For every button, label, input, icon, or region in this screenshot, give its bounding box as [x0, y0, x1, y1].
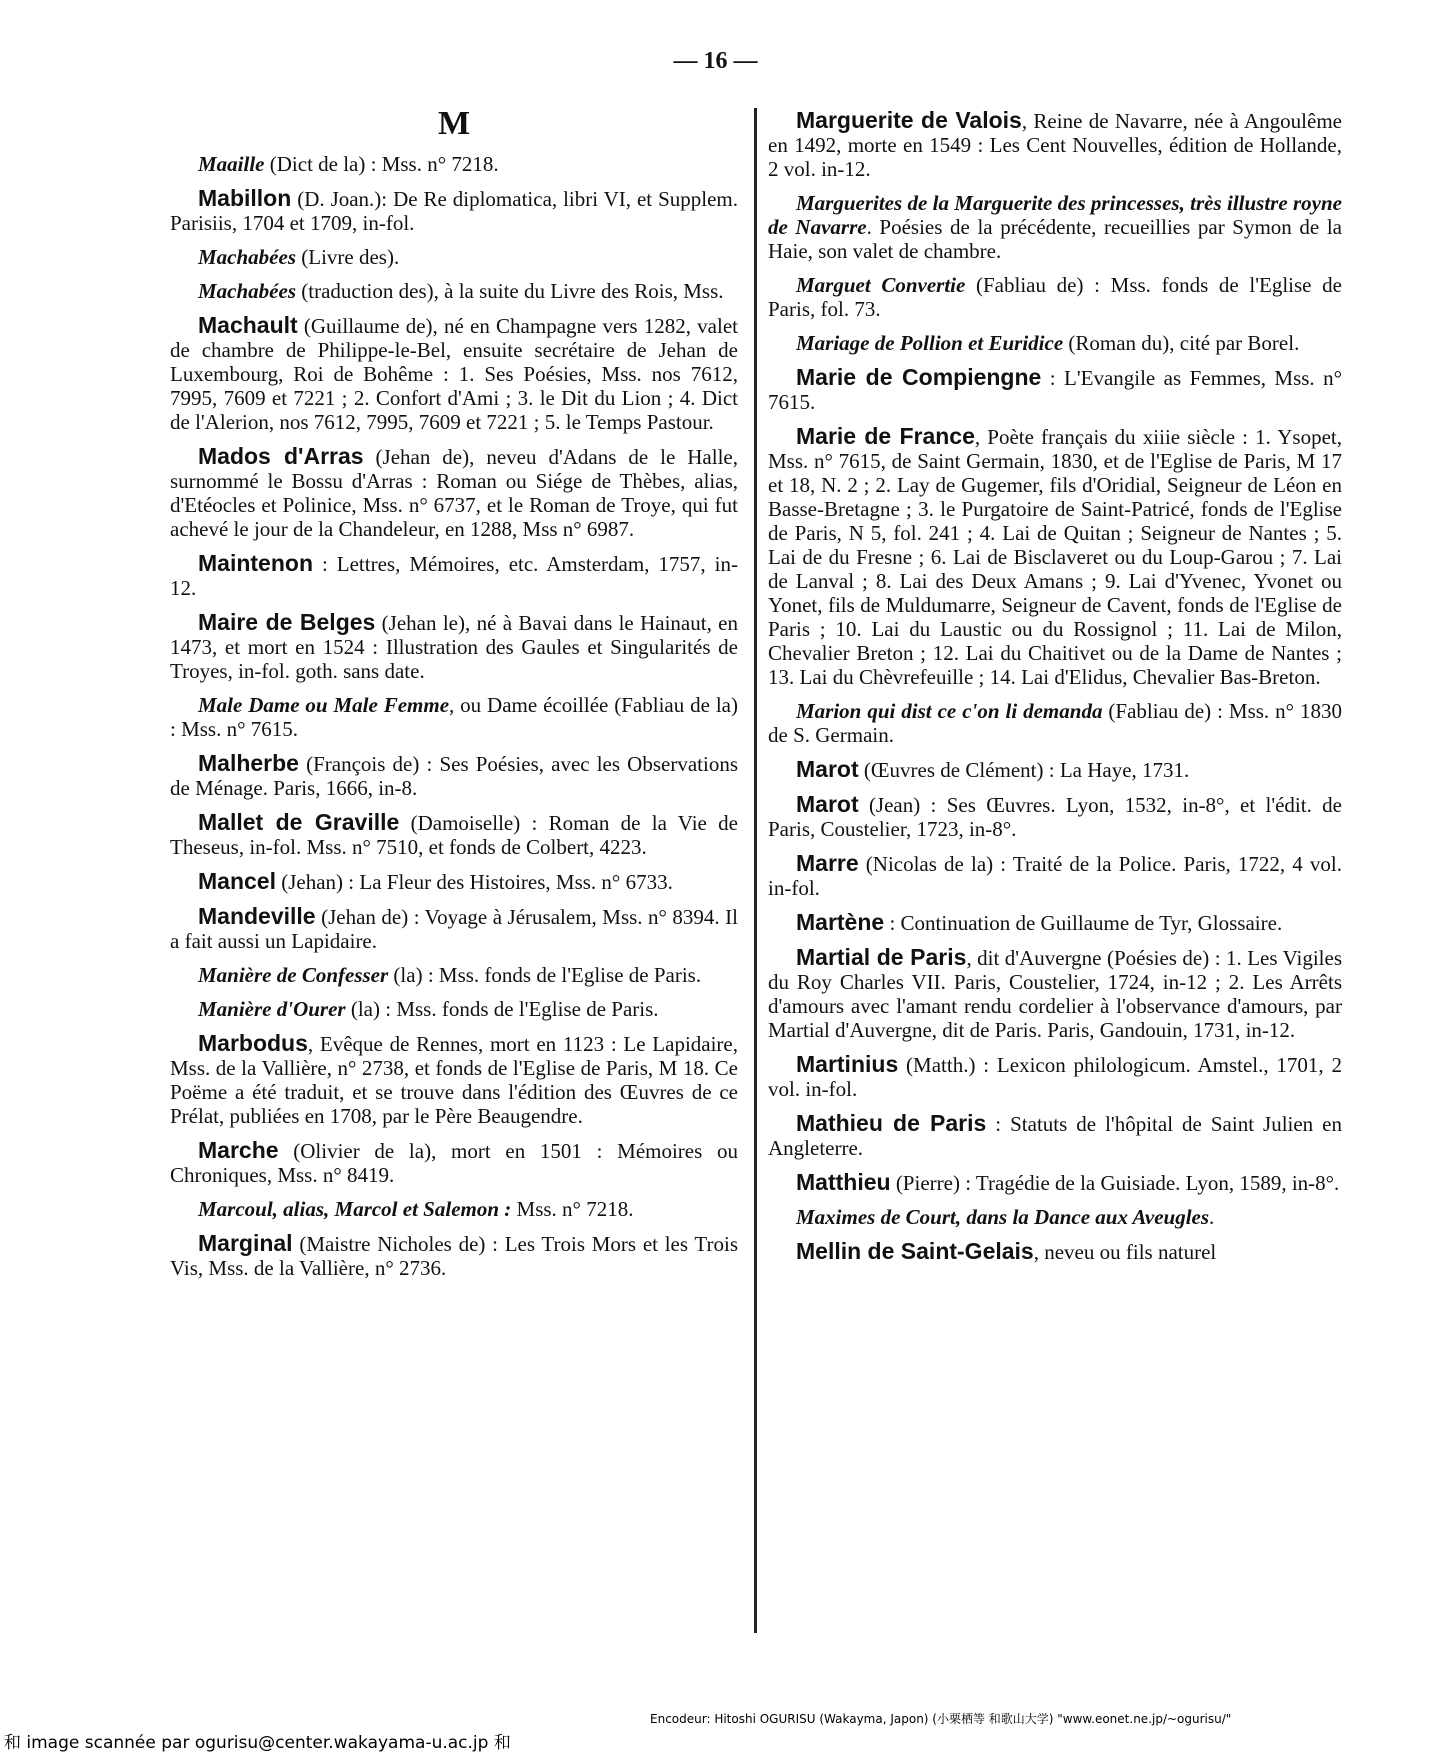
entry-text: , ou Dame écoillée (Fabliau de la) : Mss. n° 7615.	[170, 693, 738, 741]
entry-headword: Mabillon	[198, 185, 292, 211]
entry-text: (la) : Mss. fonds de l'Eglise de Paris.	[388, 963, 702, 987]
dictionary-entry	[170, 444, 738, 541]
entry-text: (Roman du), cité par Borel.	[1063, 331, 1300, 355]
entry-text: (Dict de la) : Mss. n° 7218.	[264, 152, 499, 176]
dictionary-entry	[170, 693, 738, 741]
entry-headword: Mellin de Saint-Gelais	[796, 1238, 1034, 1264]
dictionary-entry	[768, 792, 1342, 841]
section-letter: M	[437, 105, 471, 142]
entry-text: (François de) : Ses Poésies, avec les Observations de Ménage. Paris, 1666, in-8.	[170, 752, 738, 800]
entry-text: (Nicolas de la) : Traité de la Police. Paris, 1722, 4 vol. in-fol.	[768, 852, 1342, 900]
entry-text: (Œuvres de Clément) : La Haye, 1731.	[858, 758, 1190, 782]
entry-italic-title: Male Dame ou Male Femme	[198, 693, 450, 717]
column-divider	[754, 108, 757, 1633]
entry-text: (Jehan le), né à Bavai dans le Hainaut, en 1473, et mort en 1524 : Illustration des Gaules et Singularités de Troyes, in-fol. goth. sans date.	[170, 611, 738, 683]
dictionary-entry	[768, 273, 1342, 321]
entry-headword: Martène	[796, 909, 885, 935]
entry-headword: Marot	[796, 791, 859, 817]
entry-text: , Poète français du xiiie siècle : 1. Ysopet, Mss. n° 7615, de Saint Germain, 1830, et de l'Eglise de Paris, M 17 et 18, N. 2 ; 2. Lay de Gugemer, fils d'Oridial, Seigneur de Léon en Basse-Bretagne ; 3. le Purgatoire de Saint-Patricé, fonds de l'Eglise de Paris, N 5, fol. 241 ; 4. Lai de Quitan ; Seigneur de Nantes ; 5. Lai de du Fresne ; 6. Lai de Bisclaveret ou du Loup-Garou ; 7. Lai de Lanval ; 8. Lai des Deux Amans ; 9. Lai d'Yvenec, Yvonet ou Yonet, fils de Muldumarre, Seigneur de Cavent, fonds de l'Eglise de Paris ; 10. Lai du Laustic ou du Rossignol ; 11. Lai de Milon, Chevalier Breton ; 12. Lai du Chaitivet ou de la Dame de Nantes ; 13. Lai du Chèvrefeuille ; 14. Lai d'Elidus, Chevalier Bas-Breton.	[768, 425, 1342, 689]
dictionary-entry	[170, 245, 738, 269]
entry-text: (Olivier de la), mort en 1501 : Mémoires ou Chroniques, Mss. n° 8419.	[170, 1139, 738, 1187]
entry-text: (Jehan de), neveu d'Adans de le Halle, surnommé le Bossu d'Arras : Roman ou Siége de Thèbes, alias, d'Etéocles et Polinice, Mss. n° 6737, et le Roman de Troye, qui fut achevé le jour de la Chandeleur, en 1288, Mss n° 6987.	[170, 445, 738, 541]
entry-headword: Martinius	[796, 1051, 899, 1077]
dictionary-entry	[768, 1052, 1342, 1101]
entry-italic-title: Marguerites de la Marguerite des princesses, très illustre royne de Navarre	[768, 191, 1342, 239]
entry-text: , Evêque de Rennes, mort en 1123 : Le Lapidaire, Mss. de la Vallière, n° 2738, et fonds de l'Eglise de Paris, M 18. Ce Poëme a été traduit, et se trouve dans l'édition des Œuvres de ce Prélat, publiées en 1708, par le Père Beaugendre.	[170, 1032, 738, 1128]
entry-headword: Maintenon	[198, 550, 313, 576]
entry-text: (traduction des), à la suite du Livre des Rois, Mss.	[296, 279, 724, 303]
entry-text: (Matth.) : Lexicon philologicum. Amstel., 1701, 2 vol. in-fol.	[768, 1053, 1342, 1101]
entry-italic-title: Marion qui dist ce c'on li demanda	[796, 699, 1103, 723]
dictionary-entry	[170, 186, 738, 235]
entry-headword: Marot	[796, 756, 859, 782]
entry-text: (Livre des).	[296, 245, 400, 269]
dictionary-entry	[768, 331, 1342, 355]
entry-italic-title: Machabées	[198, 245, 296, 269]
entry-text: (Pierre) : Tragédie de la Guisiade. Lyon, 1589, in-8°.	[890, 1171, 1340, 1195]
entry-text: (la) : Mss. fonds de l'Eglise de Paris.	[345, 997, 659, 1021]
entry-text: .	[1209, 1205, 1215, 1229]
entry-headword: Marche	[198, 1137, 279, 1163]
dictionary-entry	[170, 610, 738, 683]
dictionary-entry	[170, 963, 738, 987]
encoder-credit: Encodeur: Hitoshi OGURISU (Wakayma, Japon) (小栗栖等 和歌山大学) "www.eonet.ne.jp/~ogurisu/"	[650, 1712, 1232, 1726]
entry-headword: Mathieu de Paris	[796, 1110, 987, 1136]
entry-headword: Marre	[796, 850, 859, 876]
entry-italic-title: Mariage de Pollion et Euridice	[796, 331, 1064, 355]
entry-text: (Jehan de) : Voyage à Jérusalem, Mss. n° 8394. Il a fait aussi un Lapidaire.	[170, 905, 738, 953]
dictionary-entry	[170, 1197, 738, 1221]
entry-text: : Lettres, Mémoires, etc. Amsterdam, 1757, in-12.	[170, 552, 738, 600]
right-entry-list	[768, 108, 1342, 1264]
entry-italic-title: Maximes de Court, dans la Dance aux Aveugles	[796, 1205, 1210, 1229]
dictionary-entry	[768, 1239, 1342, 1264]
dictionary-entry	[170, 551, 738, 600]
dictionary-entry	[768, 699, 1342, 747]
dictionary-entry	[768, 1205, 1342, 1229]
entry-headword: Maire de Belges	[198, 609, 376, 635]
dictionary-entry	[768, 424, 1342, 689]
left-entry-list	[170, 152, 738, 1280]
entry-text: (Guillaume de), né en Champagne vers 1282, valet de chambre de Philippe-le-Bel, ensuite secrétaire de Jehan de Luxembourg, Roi de Bohême : 1. Ses Poésies, Mss. nos 7612, 7995, 7609 et 7221 ; 2. Confort d'Ami ; 3. le Dit du Lion ; 4. Dict de l'Alerion, nos 7612, 7995, 7609 et 7221 ; 5. le Temps Pastour.	[170, 314, 738, 434]
entry-headword: Matthieu	[796, 1169, 891, 1195]
entry-headword: Marie de Compiengne	[796, 364, 1042, 390]
entry-headword: Marginal	[198, 1230, 293, 1256]
entry-text: , neveu ou fils naturel	[1033, 1240, 1217, 1264]
entry-text: (Maistre Nicholes de) : Les Trois Mors et les Trois Vis, Mss. de la Vallière, n° 2736.	[170, 1232, 738, 1280]
entry-italic-title: Machabées	[198, 279, 296, 303]
dictionary-entry	[170, 1138, 738, 1187]
dictionary-entry	[768, 757, 1342, 782]
dictionary-entry	[768, 108, 1342, 181]
entry-text: (Fabliau de) : Mss. fonds de l'Eglise de Paris, fol. 73.	[768, 273, 1342, 321]
dictionary-entry	[170, 869, 738, 894]
entry-text: , Reine de Navarre, née à Angoulême en 1492, morte en 1549 : Les Cent Nouvelles, édition de Hollande, 2 vol. in-12.	[768, 109, 1342, 181]
dictionary-entry	[768, 365, 1342, 414]
scan-credit: 和 image scannée par ogurisu@center.wakayama-u.ac.jp 和	[4, 1733, 511, 1753]
dictionary-entry	[170, 997, 738, 1021]
entry-text: (D. Joan.): De Re diplomatica, libri VI, et Supplem. Parisiis, 1704 et 1709, in-fol.	[170, 187, 738, 235]
dictionary-entry	[170, 279, 738, 303]
dictionary-entry	[768, 191, 1342, 263]
entry-text: (Jean) : Ses Œuvres. Lyon, 1532, in-8°, et l'édit. de Paris, Coustelier, 1723, in-8°.	[768, 793, 1342, 841]
right-column	[768, 108, 1342, 1274]
dictionary-entry	[768, 1170, 1342, 1195]
entry-headword: Mandeville	[198, 903, 316, 929]
entry-text: Mss. n° 7218.	[511, 1197, 634, 1221]
entry-italic-title: Manière de Confesser	[198, 963, 389, 987]
entry-text: , dit d'Auvergne (Poésies de) : 1. Les Vigiles du Roy Charles VII. Paris, Coustelier, 1724, in-12 ; 2. Les Arrêts d'amours avec l'amant rendu cordelier à l'observance d'amours, par Martial d'Auvergne, dit de Paris. Paris, Gandouin, 1731, in-12.	[768, 946, 1342, 1042]
dictionary-entry	[768, 910, 1342, 935]
dictionary-entry	[768, 945, 1342, 1042]
entry-text: (Damoiselle) : Roman de la Vie de Theseus, in-fol. Mss. n° 7510, et fonds de Colbert, 4223.	[170, 811, 738, 859]
entry-headword: Mallet de Graville	[198, 809, 400, 835]
entry-text: . Poésies de la précédente, recueillies par Symon de la Haie, son valet de chambre.	[768, 215, 1342, 263]
dictionary-entry	[768, 1111, 1342, 1160]
entry-headword: Mancel	[198, 868, 276, 894]
dictionary-entry	[170, 751, 738, 800]
dictionary-entry	[170, 904, 738, 953]
entry-headword: Machault	[198, 312, 298, 338]
dictionary-entry	[170, 1031, 738, 1128]
entry-text: (Fabliau de) : Mss. n° 1830 de S. Germain.	[768, 699, 1342, 747]
entry-italic-title: Marcoul, alias, Marcol et Salemon :	[198, 1197, 512, 1221]
entry-italic-title: Manière d'Ourer	[198, 997, 346, 1021]
dictionary-entry	[170, 1231, 738, 1280]
left-column	[170, 106, 738, 1290]
dictionary-entry	[768, 851, 1342, 900]
entry-headword: Malherbe	[198, 750, 299, 776]
entry-text: : Continuation de Guillaume de Tyr, Glossaire.	[884, 911, 1283, 935]
page-number: — 16 —	[673, 48, 758, 74]
entry-headword: Martial de Paris	[796, 944, 967, 970]
entry-text: : Statuts de l'hôpital de Saint Julien en Angleterre.	[768, 1112, 1343, 1160]
entry-headword: Marbodus	[198, 1030, 308, 1056]
dictionary-entry	[170, 152, 738, 176]
dictionary-entry	[170, 313, 738, 434]
entry-headword: Marie de France	[796, 423, 975, 449]
entry-headword: Marguerite de Valois	[796, 107, 1022, 133]
entry-text: (Jehan) : La Fleur des Histoires, Mss. n° 6733.	[275, 870, 673, 894]
entry-italic-title: Maaille	[198, 152, 265, 176]
dictionary-entry	[170, 810, 738, 859]
entry-italic-title: Marguet Convertie	[796, 273, 966, 297]
entry-headword: Mados d'Arras	[198, 443, 364, 469]
entry-text: : L'Evangile as Femmes, Mss. n° 7615.	[768, 366, 1343, 414]
